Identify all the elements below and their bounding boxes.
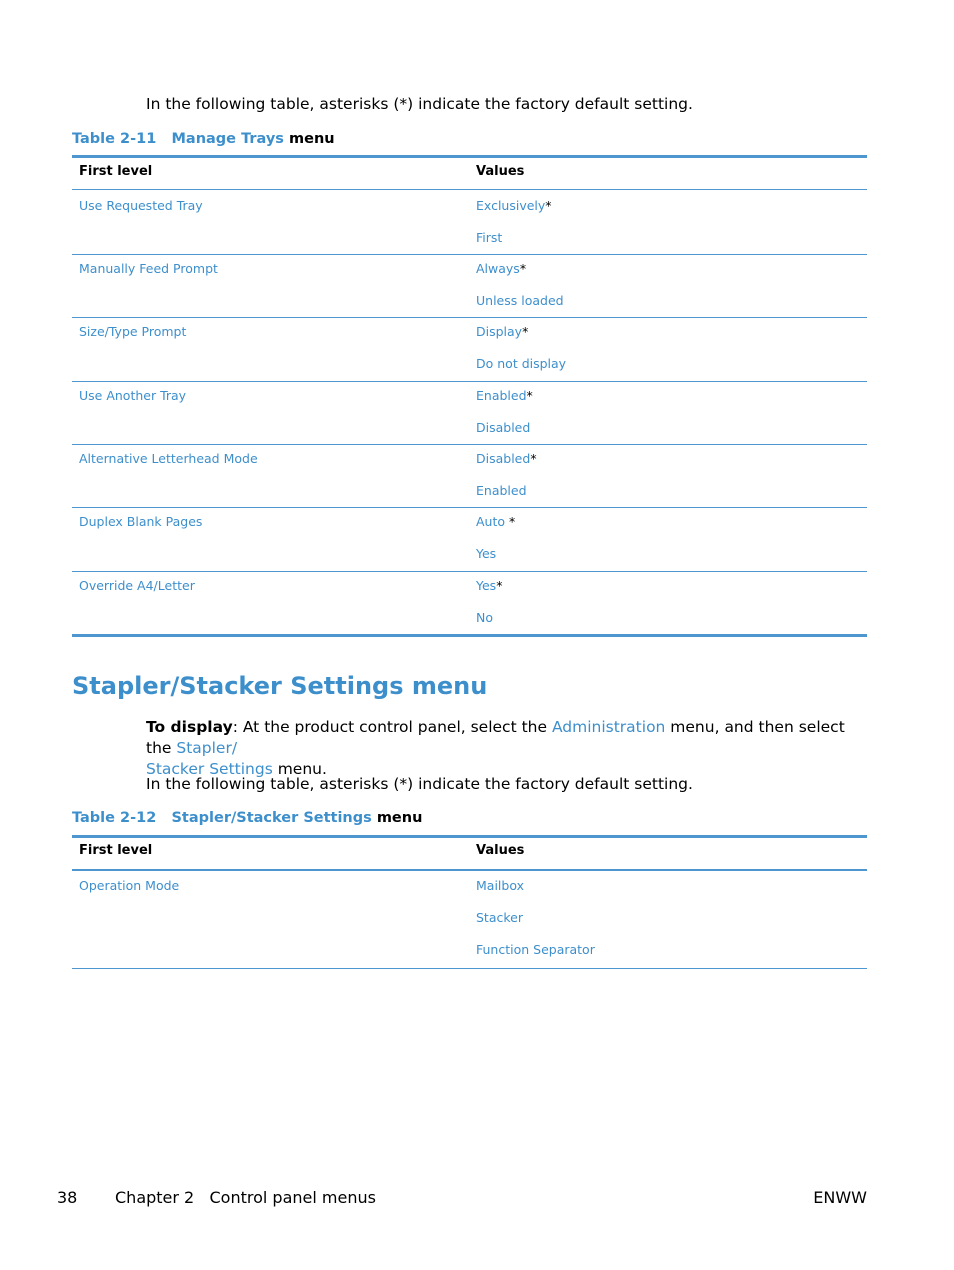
value-label: Display bbox=[476, 324, 523, 339]
first-level-item: Use Requested Tray bbox=[79, 198, 203, 213]
value-label: Yes bbox=[476, 578, 497, 593]
first-level-item: Alternative Letterhead Mode bbox=[79, 451, 258, 466]
page-number: 38 bbox=[57, 1188, 78, 1207]
value-item: Unless loaded bbox=[476, 293, 564, 308]
stapler-settings-link: Stacker Settings bbox=[146, 760, 273, 778]
table-caption-name: Manage Trays bbox=[171, 131, 284, 147]
default-marker: * bbox=[530, 451, 537, 466]
column-header-values: Values bbox=[476, 164, 525, 179]
value-label: Auto bbox=[476, 514, 506, 529]
default-marker: * bbox=[519, 261, 527, 276]
header-rule bbox=[72, 869, 867, 871]
value-item: First bbox=[476, 230, 503, 245]
value-item bbox=[476, 261, 526, 276]
to-display-text: menu, and then select the bbox=[146, 718, 845, 757]
row-divider bbox=[72, 317, 867, 318]
first-level-item: Operation Mode bbox=[79, 878, 180, 893]
default-marker: * bbox=[505, 514, 516, 529]
row-divider bbox=[72, 254, 867, 255]
value-item: Mailbox bbox=[476, 878, 524, 893]
column-header-values: Values bbox=[476, 843, 525, 858]
table-top-rule bbox=[72, 155, 867, 158]
table-caption bbox=[72, 810, 422, 826]
first-level-item: Use Another Tray bbox=[79, 388, 187, 403]
table-bottom-rule bbox=[72, 634, 867, 637]
value-item bbox=[476, 451, 537, 466]
to-display-text: menu. bbox=[272, 760, 327, 778]
value-item: Do not display bbox=[476, 356, 567, 371]
table-top-rule bbox=[72, 835, 867, 838]
value-item bbox=[476, 388, 533, 403]
first-level-item: Size/Type Prompt bbox=[79, 324, 187, 339]
chapter-title: Chapter 2 Control panel menus bbox=[115, 1188, 376, 1207]
table-caption-label: Table 2-12 bbox=[72, 810, 157, 826]
footer-right: ENWW bbox=[813, 1188, 867, 1207]
intro-paragraph: In the following table, asterisks (*) indicate the factory default setting. bbox=[146, 95, 693, 113]
row-divider bbox=[72, 381, 867, 382]
value-item: No bbox=[476, 610, 493, 625]
default-marker: * bbox=[526, 388, 533, 403]
table-caption-name: Stapler/Stacker Settings bbox=[171, 810, 372, 826]
table-caption bbox=[72, 131, 335, 147]
to-display-paragraph bbox=[146, 717, 866, 780]
administration-link: Administration bbox=[551, 718, 666, 736]
first-level-item: Duplex Blank Pages bbox=[79, 514, 203, 529]
first-level-item: Manually Feed Prompt bbox=[79, 261, 218, 276]
column-header-first-level: First level bbox=[79, 164, 153, 179]
to-display-text: : At the product control panel, select the bbox=[232, 718, 552, 736]
value-item bbox=[476, 578, 502, 593]
table-caption-suffix: menu bbox=[289, 131, 335, 147]
column-header-first-level: First level bbox=[79, 843, 153, 858]
value-label: Always bbox=[476, 261, 520, 276]
row-divider bbox=[72, 444, 867, 445]
value-item bbox=[476, 198, 552, 213]
value-item: Stacker bbox=[476, 910, 523, 925]
value-item: Function Separator bbox=[476, 942, 595, 957]
row-divider bbox=[72, 571, 867, 572]
intro-paragraph: In the following table, asterisks (*) indicate the factory default setting. bbox=[146, 775, 693, 793]
value-item bbox=[476, 514, 515, 529]
to-display-label: To display bbox=[146, 718, 233, 736]
section-title: Stapler/Stacker Settings menu bbox=[72, 672, 488, 700]
default-marker: * bbox=[522, 324, 529, 339]
value-label: Disabled bbox=[476, 451, 531, 466]
value-label: Enabled bbox=[476, 388, 527, 403]
header-rule bbox=[72, 189, 867, 190]
default-marker: * bbox=[545, 198, 552, 213]
value-item: Enabled bbox=[476, 483, 527, 498]
manage-trays-table bbox=[72, 155, 867, 639]
value-item: Yes bbox=[476, 546, 497, 561]
table-caption-suffix: menu bbox=[376, 810, 423, 826]
first-level-item: Override A4/Letter bbox=[79, 578, 195, 593]
row-divider bbox=[72, 507, 867, 508]
value-label: Exclusively bbox=[476, 198, 546, 213]
table-bottom-rule bbox=[72, 968, 867, 969]
stapler-settings-link: Stapler/ bbox=[176, 739, 238, 757]
table-caption-label: Table 2-11 bbox=[72, 131, 157, 147]
value-item: Disabled bbox=[476, 420, 531, 435]
default-marker: * bbox=[496, 578, 503, 593]
stapler-stacker-table bbox=[72, 835, 867, 970]
value-item bbox=[476, 324, 528, 339]
